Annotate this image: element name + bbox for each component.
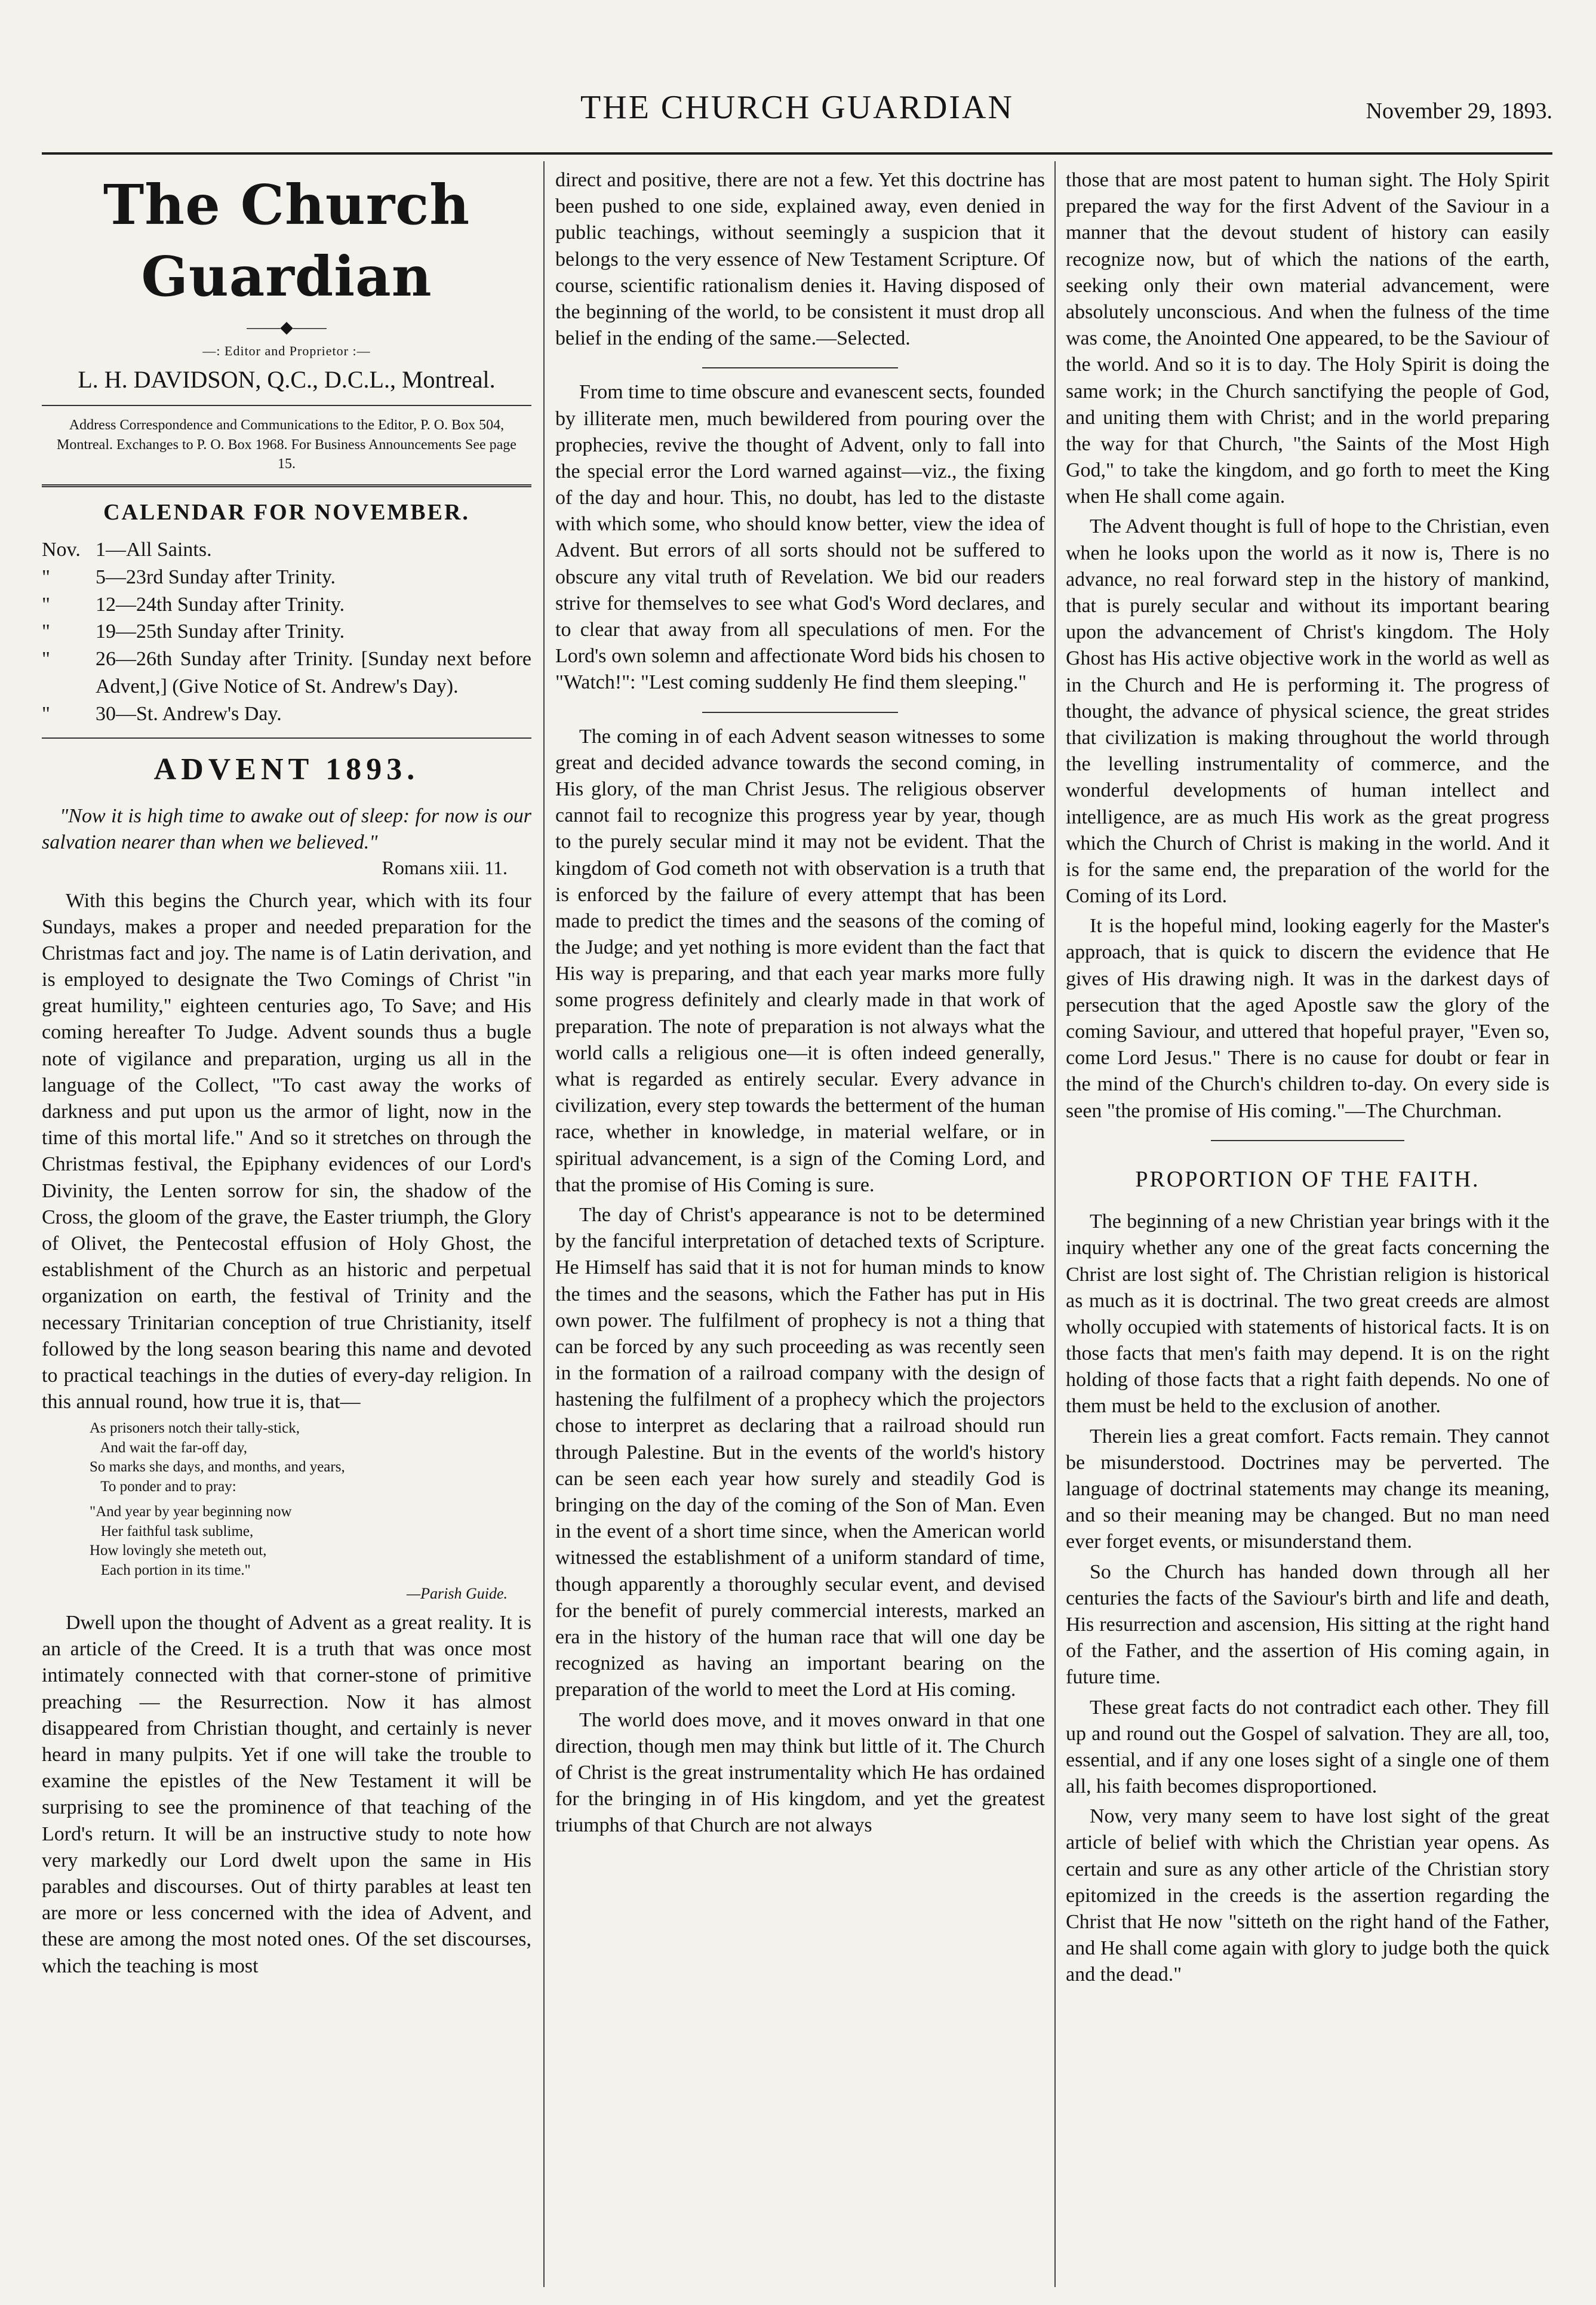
poem-line: So marks she days, and months, and years, xyxy=(90,1459,345,1476)
poem-line: And wait the far-off day, xyxy=(90,1439,248,1456)
calendar-item: " 12—24th Sunday after Trinity. xyxy=(42,593,345,616)
issue-date: November 29, 1893. xyxy=(1366,99,1552,124)
column-3 xyxy=(1066,167,1549,1992)
masthead-title: The Church Guardian xyxy=(103,173,471,309)
editor-name: L. H. DAVIDSON, Q.C., D.C.L., Montreal. xyxy=(78,366,496,394)
article-paragraph: These great facts do not contradict each other. They fill up and round out the Gospel of salvation. They are all, too, essential, and if any one loses sight of a single one of them all, his faith becomes disproportioned. xyxy=(1066,1696,1549,1798)
article-paragraph: With this begins the Church year, which with its four Sundays, makes a proper and needed preparation for the Christmas fact and joy. The name is of Latin derivation, and is employed to designate the Two Comings of Christ "in great humility," eighteen centuries ago, To Save; and His coming hereafter To Judge. Advent sounds thus a bugle note of vigilance and preparation, urging us all in the language of the Collect, "To cast away the works of darkness and put upon us the armor of light, now in the time of this mortal life." And so it stretches on through the Christmas festival, the Epiphany evidences of our Lord's Divinity, the Lenten sorrow for sin, the shadow of the Cross, the gloom of the grave, the Easter triumph, the Glory of Olivet, the Pentecostal effusion of Holy Ghost, the establishment of the Church as an historic and perpetual organization on earth, the festival of Trinity and the necessary Trinitarian conception of true Christianity, itself followed by the long season bearing this name and devoted to practical teachings in the duties of every-day religion. In this annual round, how true it is, that— xyxy=(42,889,531,1413)
column-divider xyxy=(543,161,545,2287)
address-notice: Address Correspondence and Communications to the Editor, P. O. Box 504, Montreal. Exchanges to P. O. Box 1968. For Business Announcements See page 15. xyxy=(57,417,516,472)
article-paragraph: So the Church has handed down through all her centuries the facts of the Saviour's birth and life and death, His resurrection and ascension, His sitting at the right hand of the Father, and the assertion of His coming again, in future time. xyxy=(1066,1560,1549,1689)
poem-line: As prisoners notch their tally-stick, xyxy=(90,1420,300,1437)
calendar-heading: CALENDAR FOR NOVEMBER. xyxy=(103,500,470,525)
page-header xyxy=(42,24,1552,126)
epigraph: "Now it is high time to awake out of sleep: for now is our salvation nearer than when we believed." xyxy=(42,804,531,853)
column-2 xyxy=(555,167,1045,1842)
poem-citation: —Parish Guide. xyxy=(407,1585,508,1603)
editor-label: —: Editor and Proprietor :— xyxy=(202,343,371,358)
article-paragraph: those that are most patent to human sight. The Holy Spirit prepared the way for the first Advent of the Saviour in a manner that the devout student of history can easily recognize now, but of which the nations of the earth, seeking only their own material advancement, were absolutely unconscious. And when the fulness of the time was come, the Anointed One appeared, to be the Saviour of the world. And so it is to day. The Holy Spirit is doing the same work; in the Church sanctifying the people of God, and uniting them with Christ; and in the world preparing the way for that Church, "the Saints of the Most High God," to take the kingdom, and go forth to meet the King when He shall come again. xyxy=(1066,169,1549,508)
poem-line: Each portion in its time." xyxy=(90,1562,251,1578)
poem-line: How lovingly she meteth out, xyxy=(90,1542,267,1559)
divider xyxy=(42,484,531,487)
article-paragraph: direct and positive, there are not a few. Yet this doctrine has been pushed to one side, explained away, even denied in public teachings, without seemingly a suspicion that it belongs to the very essence of New Testament Scripture. Of course, scientific rationalism denies it. Having disposed of the beginning of the world, to be consistent it must drop all belief in the ending of the same.—Selected. xyxy=(555,169,1045,350)
article-paragraph: The beginning of a new Christian year brings with it the inquiry whether any one of the great facts concerning the Christ are lost sight of. The Christian religion is historical as much as it is doctrinal. The two great creeds are almost wholly occupied with statements of historical facts. It is on those facts that men's faith may depend. It is on the right holding of those facts that a right faith depends. No one of them must be held to the exclusion of another. xyxy=(1066,1210,1549,1418)
running-title: THE CHURCH GUARDIAN xyxy=(580,89,1014,126)
article-paragraph: Therein lies a great comfort. Facts remain. They cannot be misunderstood. Doctrines may be perverted. The language of doctrinal statements may change its meaning, and so their meaning may be changed. But no man need ever forget events, or misunderstand them. xyxy=(1066,1425,1549,1553)
poem-line: To ponder and to pray: xyxy=(90,1478,236,1495)
article-paragraph: The world does move, and it moves onward in that one direction, though men may think but little of it. The Church of Christ is the great instrumentality which He has ordained for the bringing in of His kingdom, and yet the greatest triumphs of that Church are not always xyxy=(555,1708,1045,1837)
poem-stanza-break xyxy=(90,1496,531,1502)
divider xyxy=(42,737,531,739)
calendar-item: " 5—23rd Sunday after Trinity. xyxy=(42,566,336,588)
divider xyxy=(42,405,531,406)
article-heading: ADVENT 1893. xyxy=(153,752,420,786)
article-paragraph: The Advent thought is full of hope to the Christian, even when he looks upon the world as it now is, There is no advance, no real forward step in the history of mankind, that is purely secular and without its important bearing upon the advancement of Christ's kingdom. The Holy Ghost has His active objective work in the world as well as in the Church and He is performing it. The progress of thought, the advance of physical science, the great strides that civilization is making throughout the world through the levelling instrumentality of commerce, and the wonderful developments of human intellect and intelligence, are as much His work as the great progress which the Church of Christ is making in the world. And it is for the same end, the preparation of the world for the Coming of its Lord. xyxy=(1066,515,1549,908)
divider xyxy=(702,712,898,713)
article-paragraph: The coming in of each Advent season witnesses to some great and decided advance towards the second coming, in His glory, of the man Christ Jesus. The religious observer cannot fail to recognize this progress year by year, though to the purely secular mind it may not be evident. That the kingdom of God cometh not with observation is a truth that is enforced by the failure of every attempt that has been made to predict the times and the seasons of the coming of the Judge; and yet nothing is more evident than the fact that His way is preparing, and that each year marks more fully some progress definitely and clearly made in that work of preparation. The note of preparation is not always what the world calls a religious one—it is often indeed generally, what is regarded as entirely secular. Every advance in civilization, every step towards the betterment of the human race, whether in knowledge, in material welfare, or in spiritual advancement, is a sign of the Coming Lord, and that the promise of His Coming is sure. xyxy=(555,725,1045,1196)
header-rule xyxy=(42,152,1552,155)
calendar-item: " 19—25th Sunday after Trinity. xyxy=(42,620,345,643)
article-paragraph: Dwell upon the thought of Advent as a great reality. It is an article of the Creed. It is a truth that was once most intimately connected with that corner-stone of primitive preaching — the Resurrection. Now it has almost disappeared from Christian thought, and certainly is never heard in many pulpits. Yet if one will take the trouble to examine the epistles of the New Testament it will be surprising to see the prominence of that teaching of the Lord's return. It will be an instructive study to note how very markedly our Lord dwelt upon the same in His parables and discourses. Out of thirty parables at least ten are more or less concerned with the idea of Advent, and these are among the most noted ones. Of the set discourses, which the teaching is most xyxy=(42,1612,531,1977)
poem xyxy=(90,1419,531,1580)
calendar-item: " 26—26th Sunday after Trinity. [Sunday next before Advent,] (Give Notice of St. Andrew's Day). xyxy=(42,648,531,698)
ornament-icon: ——◆—— xyxy=(247,318,327,337)
column-1 xyxy=(42,167,531,1983)
article-paragraph: From time to time obscure and evanescent sects, founded by illiterate men, much bewildered from pouring over the prophecies, revive the thought of Advent, only to fall into the special error the Lord warned against—viz., the fixing of the day and hour. This, no doubt, has led to the distaste with which some, who should know better, view the idea of Advent. But errors of all sorts should not be suffered to obscure any vital truth of Revelation. We bid our readers strive for themselves to see what God's Word declares, and to clear that away from all speculations of men. For the Lord's own solemn and affectionate Word bids his chosen to "Watch!": "Lest coming suddenly He find them sleeping." xyxy=(555,381,1045,694)
article-paragraph: The day of Christ's appearance is not to be determined by the fanciful interpretation of detached texts of Scripture. He Himself has said that it is not for human minds to know the times and the seasons, which the Father has put in His own power. The fulfilment of prophecy is not a thing that can be forced by any such proceeding as was recently seen in the formation of a railroad company with the design of hastening the fulfilment of a prophecy which the projectors chose to interpret as declaring that a railroad should run through Palestine. But in the events of the world's history can be seen each year how surely and steadily God is bringing on the day of the coming of the Son of Man. Even in the event of a short time since, when the American world witnessed the establishment of a uniform standard of time, though apparently a thoroughly secular event, and devised for the benefit of purely commercial interests, marked an era in the history of the human race that will one day be recognized as having an important bearing on the preparation of the world to meet the Lord at His coming. xyxy=(555,1203,1045,1701)
calendar-item: " 30—St. Andrew's Day. xyxy=(42,703,282,726)
calendar-list xyxy=(42,536,531,728)
epigraph-citation: Romans xiii. 11. xyxy=(382,856,508,878)
calendar-item: Nov. 1—All Saints. xyxy=(42,538,212,561)
article-paragraph: It is the hopeful mind, looking eagerly for the Master's approach, that is quick to discern the evidence that He gives of His drawing nigh. It was in the darkest days of persecution that the aged Apostle saw the glory of the coming Saviour, and uttered that hopeful prayer, "Even so, come Lord Jesus." There is no cause for doubt or fear in the mind of the Church's children to-day. On every side is seen "the promise of His coming."—The Churchman. xyxy=(1066,915,1549,1122)
article-paragraph: Now, very many seem to have lost sight of the great article of belief with which the Christian year opens. As certain and sure as any other article of the Christian story epitomized in the creeds is the assertion regarding the Christ that He now "sitteth on the right hand of the Father, and He shall come again with glory to judge both the quick and the dead." xyxy=(1066,1805,1549,1986)
poem-line: Her faithful task sublime, xyxy=(90,1523,254,1539)
poem-line: "And year by year beginning now xyxy=(90,1504,292,1520)
divider xyxy=(702,367,898,368)
divider xyxy=(1211,1140,1404,1141)
column-divider xyxy=(1054,161,1056,2287)
article-heading: PROPORTION OF THE FAITH. xyxy=(1135,1166,1480,1192)
